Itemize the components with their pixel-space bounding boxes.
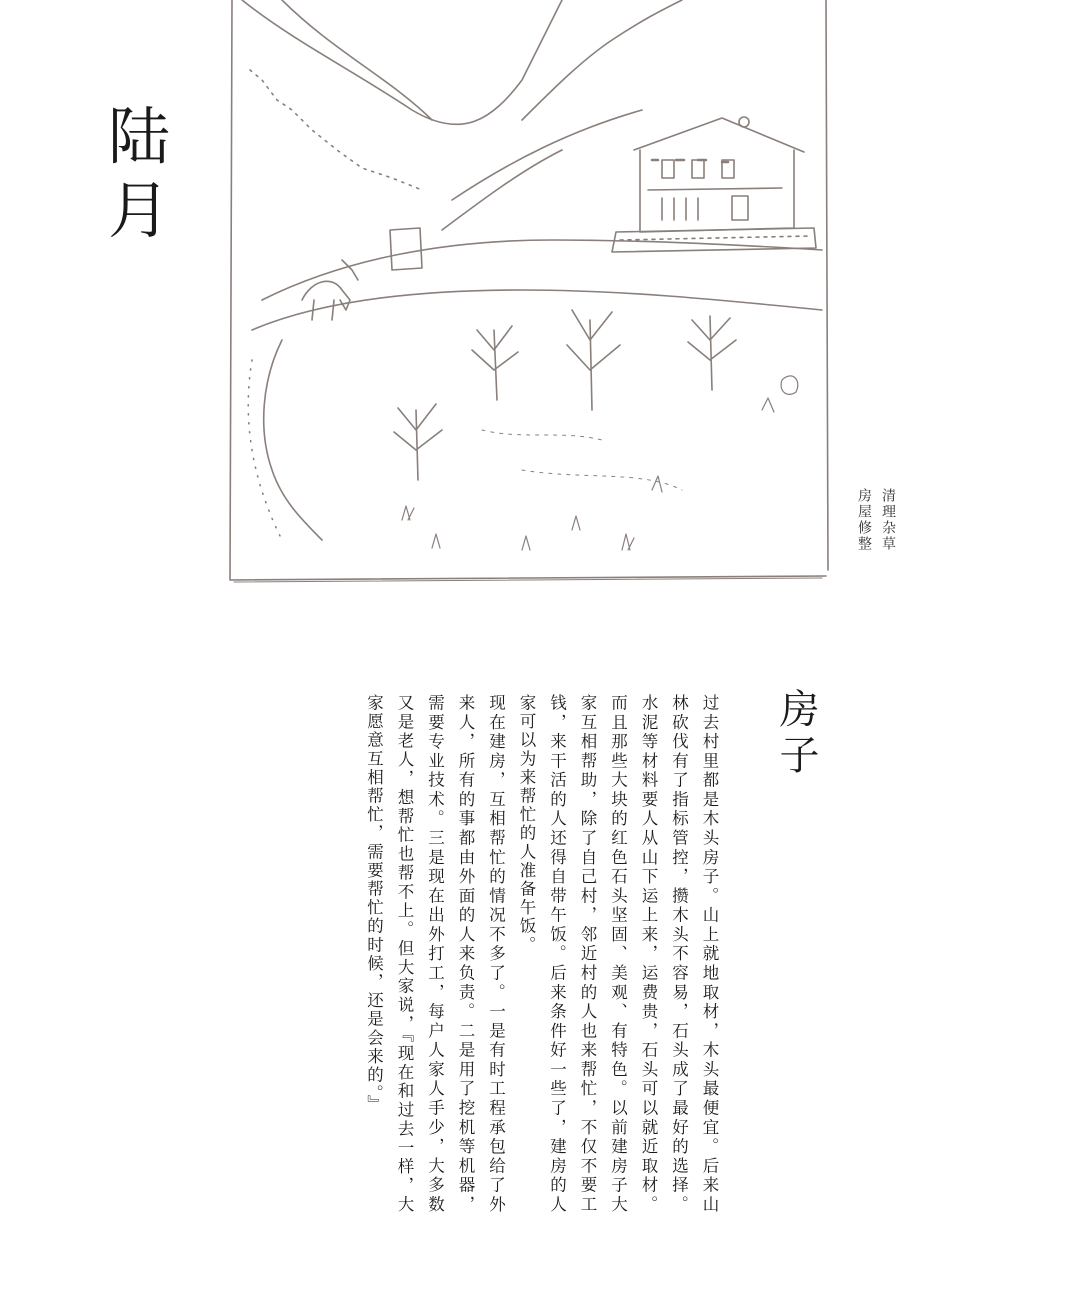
article-body: [358, 694, 724, 1214]
month-title-char: 月: [107, 174, 170, 247]
mountain-ridge: [242, 0, 562, 124]
month-title-char: 陆: [107, 100, 170, 173]
village-sketch-illustration: [222, 0, 842, 586]
frame-line: [826, 0, 828, 570]
tree-drawing: [394, 310, 736, 480]
article-paragraph: 现在建房，互相帮忙的情况不多了。一是有时工程承包给了外来人，所有的事都由外面的人来负责。二是用了挖机等机器，需要专业技术。三是现在出外打工，每户人家人手少，大多数又是老人，想帮忙也帮不上。但大家说，『现在和过去一样，大家愿意互相帮忙，需要帮忙的时候，还是会来的。』: [364, 694, 506, 1214]
section-title: 房子: [773, 688, 819, 780]
illustration-caption: 房屋修整: [856, 488, 872, 552]
house-drawing: [612, 117, 816, 252]
article-paragraph: 过去村里都是木头房子。山上就地取材，木头最便宜。后来山林砍伐有了指标管控，攒木头不容易，石头成了最好的选择。水泥等材料要人从山下运上来，运费贵，石头可以就近取材。而且那些大块的红色石头坚固、美观、有特色。以前建房子大家互相帮助，除了自己村，邻近村的人也来帮忙，不仅不要工钱，来干活的人还得自带午饭。后来条件好一些了，建房的人家可以为来帮忙的人准备午饭。: [517, 694, 719, 1214]
illustration-caption: 清理杂草: [880, 488, 896, 552]
month-title: [104, 100, 174, 248]
